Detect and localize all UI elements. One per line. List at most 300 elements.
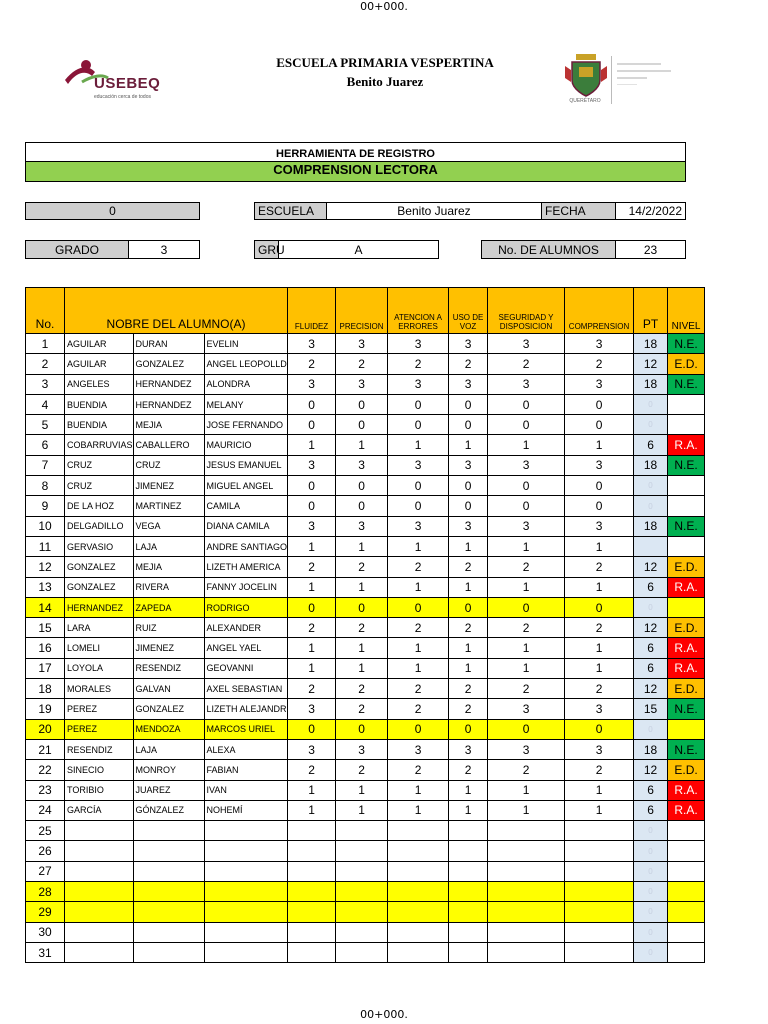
score-precision[interactable]: 2 [336, 354, 388, 374]
field-0[interactable]: 0 [25, 202, 200, 220]
score-atencion[interactable] [388, 821, 449, 841]
score-uso-voz[interactable]: 2 [449, 699, 488, 719]
surname-1[interactable]: COBARRUVIAS [65, 435, 134, 455]
row-number[interactable]: 24 [26, 800, 65, 820]
score-uso-voz[interactable]: 3 [449, 455, 488, 475]
surname-1[interactable]: CRUZ [65, 455, 134, 475]
score-precision[interactable]: 2 [336, 679, 388, 699]
score-fluidez[interactable] [288, 821, 336, 841]
pt-value[interactable]: 6 [634, 435, 668, 455]
surname-2[interactable]: RUIZ [133, 618, 204, 638]
escuela-value[interactable]: Benito Juarez [326, 202, 542, 220]
surname-2[interactable]: MENDOZA [133, 719, 204, 739]
score-seguridad[interactable]: 2 [488, 760, 565, 780]
score-fluidez[interactable]: 3 [288, 739, 336, 759]
surname-2[interactable]: HERNANDEZ [133, 394, 204, 414]
score-fluidez[interactable]: 3 [288, 334, 336, 354]
score-seguridad[interactable]: 3 [488, 374, 565, 394]
score-fluidez[interactable] [288, 861, 336, 881]
score-comprension[interactable]: 0 [565, 719, 634, 739]
score-seguridad[interactable]: 1 [488, 800, 565, 820]
surname-2[interactable]: LAJA [133, 739, 204, 759]
score-comprension[interactable] [565, 902, 634, 922]
surname-2[interactable]: GONZALEZ [133, 699, 204, 719]
score-uso-voz[interactable]: 1 [449, 435, 488, 455]
score-precision[interactable] [336, 942, 388, 962]
nivel-badge[interactable] [668, 394, 705, 414]
score-seguridad[interactable]: 3 [488, 699, 565, 719]
nivel-badge[interactable]: N.E. [668, 739, 705, 759]
first-name[interactable] [204, 902, 288, 922]
score-atencion[interactable]: 0 [388, 476, 449, 496]
surname-1[interactable] [65, 841, 134, 861]
grupo-value[interactable]: A [278, 240, 439, 259]
row-number[interactable]: 7 [26, 455, 65, 475]
surname-1[interactable]: TORIBIO [65, 780, 134, 800]
nivel-badge[interactable] [668, 719, 705, 739]
score-fluidez[interactable]: 1 [288, 800, 336, 820]
surname-2[interactable]: GONZALEZ [133, 354, 204, 374]
nivel-badge[interactable] [668, 841, 705, 861]
score-fluidez[interactable]: 3 [288, 516, 336, 536]
score-seguridad[interactable]: 1 [488, 435, 565, 455]
score-comprension[interactable] [565, 942, 634, 962]
pt-value[interactable]: 6 [634, 638, 668, 658]
score-seguridad[interactable] [488, 821, 565, 841]
row-number[interactable]: 15 [26, 618, 65, 638]
nivel-badge[interactable]: R.A. [668, 800, 705, 820]
pt-value[interactable]: 18 [634, 374, 668, 394]
score-seguridad[interactable]: 3 [488, 334, 565, 354]
score-comprension[interactable]: 2 [565, 760, 634, 780]
surname-2[interactable]: JUAREZ [133, 780, 204, 800]
score-seguridad[interactable]: 2 [488, 354, 565, 374]
score-uso-voz[interactable] [449, 902, 488, 922]
row-number[interactable]: 20 [26, 719, 65, 739]
nivel-badge[interactable] [668, 922, 705, 942]
score-uso-voz[interactable] [449, 882, 488, 902]
score-uso-voz[interactable] [449, 922, 488, 942]
row-number[interactable]: 28 [26, 882, 65, 902]
pt-value[interactable]: 0 [634, 942, 668, 962]
score-comprension[interactable]: 0 [565, 476, 634, 496]
score-precision[interactable]: 0 [336, 719, 388, 739]
first-name[interactable] [204, 942, 288, 962]
score-uso-voz[interactable]: 3 [449, 516, 488, 536]
score-precision[interactable] [336, 861, 388, 881]
score-fluidez[interactable]: 3 [288, 699, 336, 719]
score-seguridad[interactable] [488, 922, 565, 942]
surname-2[interactable]: JIMENEZ [133, 476, 204, 496]
surname-2[interactable] [133, 882, 204, 902]
surname-1[interactable]: HERNANDEZ [65, 597, 134, 617]
row-number[interactable]: 10 [26, 516, 65, 536]
row-number[interactable]: 6 [26, 435, 65, 455]
row-number[interactable]: 22 [26, 760, 65, 780]
pt-value[interactable]: 15 [634, 699, 668, 719]
score-comprension[interactable]: 2 [565, 679, 634, 699]
surname-1[interactable] [65, 942, 134, 962]
score-fluidez[interactable]: 2 [288, 557, 336, 577]
score-uso-voz[interactable] [449, 861, 488, 881]
score-precision[interactable] [336, 922, 388, 942]
surname-1[interactable]: GERVASIO [65, 536, 134, 556]
score-seguridad[interactable]: 2 [488, 618, 565, 638]
score-uso-voz[interactable]: 3 [449, 374, 488, 394]
score-precision[interactable] [336, 841, 388, 861]
nivel-badge[interactable]: R.A. [668, 658, 705, 678]
pt-value[interactable]: 6 [634, 780, 668, 800]
first-name[interactable]: ALEXANDER [204, 618, 288, 638]
score-seguridad[interactable]: 0 [488, 476, 565, 496]
score-precision[interactable]: 3 [336, 334, 388, 354]
surname-2[interactable]: GALVAN [133, 679, 204, 699]
first-name[interactable]: RODRIGO [204, 597, 288, 617]
pt-value[interactable]: 0 [634, 394, 668, 414]
surname-2[interactable]: GÓNZALEZ [133, 800, 204, 820]
row-number[interactable]: 14 [26, 597, 65, 617]
pt-value[interactable]: 6 [634, 800, 668, 820]
score-fluidez[interactable]: 0 [288, 394, 336, 414]
nivel-badge[interactable] [668, 597, 705, 617]
nivel-badge[interactable] [668, 882, 705, 902]
nivel-badge[interactable]: N.E. [668, 374, 705, 394]
alumnos-value[interactable]: 23 [615, 240, 686, 259]
score-fluidez[interactable] [288, 841, 336, 861]
surname-2[interactable]: MONROY [133, 760, 204, 780]
score-comprension[interactable]: 1 [565, 780, 634, 800]
first-name[interactable]: JOSE FERNANDO [204, 415, 288, 435]
first-name[interactable]: MIGUEL ANGEL [204, 476, 288, 496]
score-uso-voz[interactable]: 3 [449, 739, 488, 759]
row-number[interactable]: 1 [26, 334, 65, 354]
score-fluidez[interactable] [288, 942, 336, 962]
score-atencion[interactable]: 1 [388, 658, 449, 678]
surname-1[interactable]: ANGELES [65, 374, 134, 394]
score-precision[interactable]: 3 [336, 516, 388, 536]
score-comprension[interactable]: 1 [565, 658, 634, 678]
surname-1[interactable]: DELGADILLO [65, 516, 134, 536]
surname-2[interactable]: MEJIA [133, 557, 204, 577]
score-atencion[interactable]: 0 [388, 394, 449, 414]
surname-1[interactable]: GONZALEZ [65, 577, 134, 597]
surname-1[interactable] [65, 902, 134, 922]
score-comprension[interactable]: 2 [565, 557, 634, 577]
score-precision[interactable]: 1 [336, 658, 388, 678]
score-seguridad[interactable] [488, 841, 565, 861]
surname-1[interactable] [65, 861, 134, 881]
nivel-badge[interactable]: E.D. [668, 760, 705, 780]
score-comprension[interactable] [565, 882, 634, 902]
pt-value[interactable]: 0 [634, 902, 668, 922]
row-number[interactable]: 27 [26, 861, 65, 881]
first-name[interactable]: DIANA CAMILA [204, 516, 288, 536]
first-name[interactable]: CAMILA [204, 496, 288, 516]
surname-1[interactable]: CRUZ [65, 476, 134, 496]
nivel-badge[interactable] [668, 536, 705, 556]
score-atencion[interactable]: 2 [388, 699, 449, 719]
first-name[interactable] [204, 821, 288, 841]
score-uso-voz[interactable]: 2 [449, 679, 488, 699]
score-uso-voz[interactable]: 1 [449, 638, 488, 658]
surname-2[interactable] [133, 922, 204, 942]
first-name[interactable]: MAURICIO [204, 435, 288, 455]
surname-1[interactable]: PEREZ [65, 699, 134, 719]
row-number[interactable]: 21 [26, 739, 65, 759]
row-number[interactable]: 31 [26, 942, 65, 962]
score-seguridad[interactable]: 1 [488, 577, 565, 597]
score-uso-voz[interactable]: 2 [449, 354, 488, 374]
first-name[interactable]: NOHEMÍ [204, 800, 288, 820]
pt-value[interactable]: 12 [634, 760, 668, 780]
score-seguridad[interactable]: 3 [488, 516, 565, 536]
pt-value[interactable]: 0 [634, 821, 668, 841]
pt-value[interactable] [634, 536, 668, 556]
score-atencion[interactable]: 1 [388, 435, 449, 455]
score-precision[interactable] [336, 902, 388, 922]
row-number[interactable]: 16 [26, 638, 65, 658]
pt-value[interactable]: 12 [634, 354, 668, 374]
row-number[interactable]: 13 [26, 577, 65, 597]
surname-2[interactable] [133, 841, 204, 861]
score-precision[interactable]: 2 [336, 618, 388, 638]
score-seguridad[interactable]: 0 [488, 496, 565, 516]
score-fluidez[interactable]: 0 [288, 719, 336, 739]
surname-1[interactable] [65, 922, 134, 942]
score-comprension[interactable]: 1 [565, 638, 634, 658]
pt-value[interactable]: 0 [634, 719, 668, 739]
nivel-badge[interactable]: R.A. [668, 435, 705, 455]
first-name[interactable]: ANDRE SANTIAGO [204, 536, 288, 556]
score-seguridad[interactable] [488, 861, 565, 881]
nivel-badge[interactable]: E.D. [668, 354, 705, 374]
surname-1[interactable] [65, 821, 134, 841]
score-uso-voz[interactable]: 3 [449, 334, 488, 354]
score-fluidez[interactable]: 0 [288, 597, 336, 617]
first-name[interactable] [204, 841, 288, 861]
score-atencion[interactable]: 3 [388, 455, 449, 475]
score-uso-voz[interactable]: 2 [449, 760, 488, 780]
nivel-badge[interactable] [668, 496, 705, 516]
score-seguridad[interactable]: 1 [488, 658, 565, 678]
score-comprension[interactable]: 1 [565, 435, 634, 455]
pt-value[interactable]: 18 [634, 516, 668, 536]
pt-value[interactable]: 0 [634, 476, 668, 496]
nivel-badge[interactable] [668, 942, 705, 962]
score-fluidez[interactable]: 0 [288, 476, 336, 496]
surname-2[interactable] [133, 942, 204, 962]
row-number[interactable]: 23 [26, 780, 65, 800]
score-precision[interactable]: 1 [336, 800, 388, 820]
nivel-badge[interactable] [668, 821, 705, 841]
score-precision[interactable]: 2 [336, 699, 388, 719]
surname-1[interactable] [65, 882, 134, 902]
surname-2[interactable]: HERNANDEZ [133, 374, 204, 394]
nivel-badge[interactable]: E.D. [668, 618, 705, 638]
score-atencion[interactable]: 2 [388, 760, 449, 780]
score-precision[interactable]: 0 [336, 496, 388, 516]
first-name[interactable]: LIZETH ALEJANDR [204, 699, 288, 719]
score-comprension[interactable]: 3 [565, 699, 634, 719]
pt-value[interactable]: 0 [634, 415, 668, 435]
score-seguridad[interactable]: 2 [488, 679, 565, 699]
score-atencion[interactable] [388, 922, 449, 942]
score-precision[interactable]: 1 [336, 780, 388, 800]
score-uso-voz[interactable]: 0 [449, 496, 488, 516]
score-atencion[interactable]: 1 [388, 800, 449, 820]
score-comprension[interactable]: 3 [565, 334, 634, 354]
first-name[interactable] [204, 922, 288, 942]
nivel-badge[interactable]: N.E. [668, 516, 705, 536]
score-precision[interactable]: 0 [336, 597, 388, 617]
score-seguridad[interactable]: 1 [488, 536, 565, 556]
score-fluidez[interactable]: 0 [288, 415, 336, 435]
score-precision[interactable]: 3 [336, 455, 388, 475]
score-fluidez[interactable]: 1 [288, 435, 336, 455]
surname-1[interactable]: AGUILAR [65, 354, 134, 374]
score-atencion[interactable]: 0 [388, 496, 449, 516]
score-fluidez[interactable]: 2 [288, 760, 336, 780]
surname-2[interactable]: DURAN [133, 334, 204, 354]
pt-value[interactable]: 18 [634, 739, 668, 759]
nivel-badge[interactable]: N.E. [668, 699, 705, 719]
first-name[interactable]: IVAN [204, 780, 288, 800]
score-comprension[interactable]: 2 [565, 618, 634, 638]
score-fluidez[interactable] [288, 882, 336, 902]
surname-2[interactable] [133, 902, 204, 922]
score-uso-voz[interactable] [449, 841, 488, 861]
surname-2[interactable]: LAJA [133, 536, 204, 556]
score-atencion[interactable]: 0 [388, 597, 449, 617]
nivel-badge[interactable]: E.D. [668, 557, 705, 577]
score-atencion[interactable] [388, 861, 449, 881]
row-number[interactable]: 8 [26, 476, 65, 496]
score-atencion[interactable] [388, 882, 449, 902]
first-name[interactable]: FABIAN [204, 760, 288, 780]
score-comprension[interactable] [565, 861, 634, 881]
score-fluidez[interactable]: 1 [288, 577, 336, 597]
score-uso-voz[interactable]: 0 [449, 394, 488, 414]
row-number[interactable]: 25 [26, 821, 65, 841]
score-seguridad[interactable] [488, 902, 565, 922]
score-fluidez[interactable]: 3 [288, 374, 336, 394]
surname-1[interactable]: GARCÍA [65, 800, 134, 820]
score-atencion[interactable]: 1 [388, 638, 449, 658]
first-name[interactable]: MELANY [204, 394, 288, 414]
score-comprension[interactable]: 2 [565, 354, 634, 374]
score-seguridad[interactable]: 0 [488, 415, 565, 435]
surname-1[interactable]: MORALES [65, 679, 134, 699]
score-comprension[interactable]: 0 [565, 496, 634, 516]
score-atencion[interactable]: 3 [388, 374, 449, 394]
score-fluidez[interactable]: 0 [288, 496, 336, 516]
pt-value[interactable]: 12 [634, 679, 668, 699]
row-number[interactable]: 5 [26, 415, 65, 435]
score-comprension[interactable]: 3 [565, 374, 634, 394]
row-number[interactable]: 2 [26, 354, 65, 374]
grado-value[interactable]: 3 [128, 240, 200, 259]
score-seguridad[interactable]: 0 [488, 719, 565, 739]
score-fluidez[interactable]: 3 [288, 455, 336, 475]
score-atencion[interactable]: 0 [388, 415, 449, 435]
score-atencion[interactable] [388, 942, 449, 962]
surname-2[interactable]: RIVERA [133, 577, 204, 597]
score-uso-voz[interactable]: 0 [449, 476, 488, 496]
score-precision[interactable]: 2 [336, 760, 388, 780]
score-uso-voz[interactable]: 2 [449, 557, 488, 577]
row-number[interactable]: 26 [26, 841, 65, 861]
nivel-badge[interactable] [668, 861, 705, 881]
pt-value[interactable]: 6 [634, 577, 668, 597]
row-number[interactable]: 30 [26, 922, 65, 942]
score-fluidez[interactable] [288, 922, 336, 942]
score-precision[interactable]: 0 [336, 415, 388, 435]
score-comprension[interactable]: 1 [565, 800, 634, 820]
pt-value[interactable]: 0 [634, 861, 668, 881]
score-seguridad[interactable] [488, 882, 565, 902]
row-number[interactable]: 19 [26, 699, 65, 719]
surname-1[interactable]: LARA [65, 618, 134, 638]
surname-2[interactable]: MARTINEZ [133, 496, 204, 516]
score-comprension[interactable]: 3 [565, 739, 634, 759]
surname-1[interactable]: LOMELI [65, 638, 134, 658]
score-seguridad[interactable]: 3 [488, 739, 565, 759]
nivel-badge[interactable] [668, 902, 705, 922]
score-atencion[interactable]: 0 [388, 719, 449, 739]
score-atencion[interactable]: 3 [388, 739, 449, 759]
score-fluidez[interactable]: 1 [288, 638, 336, 658]
nivel-badge[interactable]: N.E. [668, 455, 705, 475]
score-comprension[interactable]: 1 [565, 536, 634, 556]
score-seguridad[interactable]: 1 [488, 780, 565, 800]
surname-1[interactable]: PEREZ [65, 719, 134, 739]
surname-1[interactable]: DE LA HOZ [65, 496, 134, 516]
surname-2[interactable] [133, 821, 204, 841]
pt-value[interactable]: 0 [634, 882, 668, 902]
score-precision[interactable]: 0 [336, 394, 388, 414]
first-name[interactable]: JESUS EMANUEL [204, 455, 288, 475]
score-atencion[interactable]: 3 [388, 334, 449, 354]
surname-2[interactable]: MEJIA [133, 415, 204, 435]
surname-2[interactable]: RESENDIZ [133, 658, 204, 678]
score-seguridad[interactable]: 0 [488, 394, 565, 414]
surname-1[interactable]: BUENDIA [65, 394, 134, 414]
first-name[interactable]: GEOVANNI [204, 658, 288, 678]
score-uso-voz[interactable] [449, 942, 488, 962]
score-uso-voz[interactable]: 0 [449, 415, 488, 435]
surname-1[interactable]: RESENDIZ [65, 739, 134, 759]
score-comprension[interactable] [565, 922, 634, 942]
surname-1[interactable]: LOYOLA [65, 658, 134, 678]
score-precision[interactable] [336, 882, 388, 902]
pt-value[interactable]: 0 [634, 597, 668, 617]
score-fluidez[interactable]: 2 [288, 354, 336, 374]
score-fluidez[interactable]: 1 [288, 780, 336, 800]
score-precision[interactable]: 1 [336, 577, 388, 597]
row-number[interactable]: 3 [26, 374, 65, 394]
score-atencion[interactable]: 3 [388, 516, 449, 536]
row-number[interactable]: 4 [26, 394, 65, 414]
score-uso-voz[interactable]: 0 [449, 597, 488, 617]
score-fluidez[interactable] [288, 902, 336, 922]
score-fluidez[interactable]: 1 [288, 658, 336, 678]
score-precision[interactable]: 1 [336, 536, 388, 556]
score-comprension[interactable]: 3 [565, 516, 634, 536]
score-atencion[interactable]: 1 [388, 577, 449, 597]
surname-2[interactable]: VEGA [133, 516, 204, 536]
row-number[interactable]: 11 [26, 536, 65, 556]
surname-1[interactable]: GONZALEZ [65, 557, 134, 577]
